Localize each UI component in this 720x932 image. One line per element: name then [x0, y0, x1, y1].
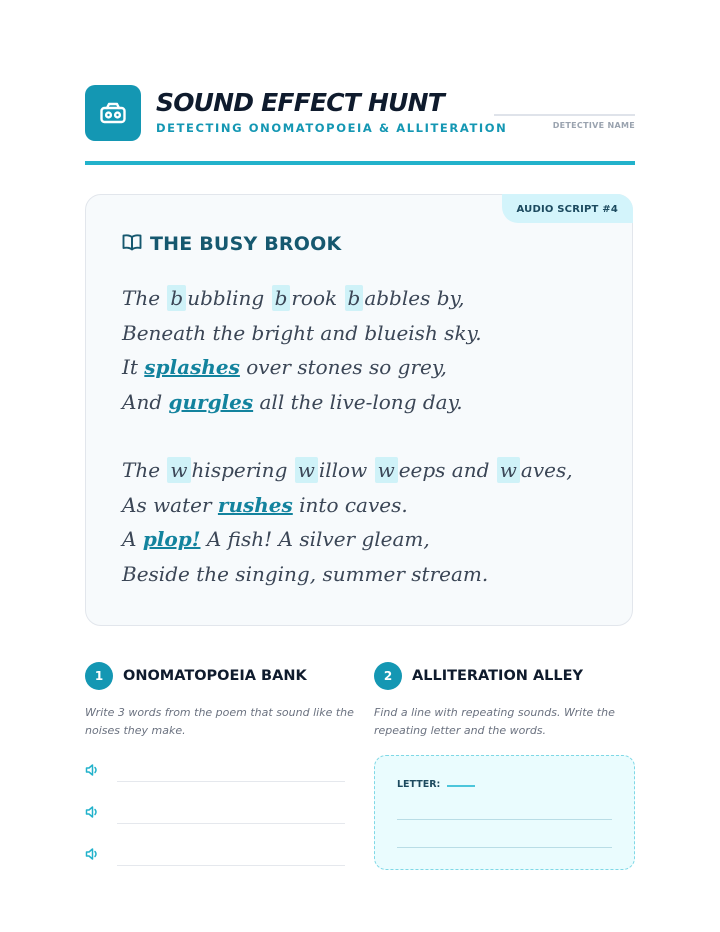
detective-name-field[interactable]	[494, 114, 635, 116]
book-icon	[122, 233, 142, 255]
onomatopoeia-answer-line[interactable]	[85, 846, 345, 866]
poem-line: It splashes over stones so grey,	[122, 355, 447, 379]
onomatopoeia-answer-line[interactable]	[85, 762, 345, 782]
audio-script-badge: AUDIO SCRIPT #4	[502, 194, 634, 223]
poem-line: Beneath the bright and blueish sky.	[122, 320, 482, 345]
poem-text	[122, 281, 573, 591]
alliteration-highlight: b	[345, 285, 364, 311]
alliteration-highlight: b	[272, 285, 291, 311]
alliteration-highlight: w	[497, 457, 520, 483]
onomatopoeia-word: plop!	[142, 527, 201, 551]
poem-heading	[122, 233, 341, 255]
poem-line: As water rushes into caves.	[122, 492, 408, 517]
letter-answer-field[interactable]	[447, 785, 475, 787]
onomatopoeia-word: splashes	[144, 355, 240, 379]
alliteration-answer-line[interactable]	[397, 847, 612, 848]
poem-card	[85, 194, 633, 626]
alliteration-highlight: b	[167, 285, 186, 311]
page-subtitle: DETECTING ONOMATOPOEIA & ALLITERATION	[156, 121, 508, 135]
alliteration-answer-box	[374, 755, 635, 870]
speaker-icon	[85, 846, 99, 865]
stanza-break	[122, 419, 573, 453]
onomatopoeia-bank-heading	[85, 662, 307, 690]
radio-icon	[85, 85, 141, 141]
alliteration-alley-heading	[374, 662, 583, 690]
poem-line: A plop! A fish! A silver gleam,	[122, 527, 430, 551]
section-number-badge: 1	[85, 662, 113, 690]
poem-line: The w hispering w illow w eeps and w aves,	[122, 458, 573, 482]
detective-name-label: DETECTIVE NAME	[552, 121, 635, 130]
letter-label: LETTER:	[397, 779, 441, 790]
poem-line: And gurgles all the live-long day.	[122, 389, 463, 414]
section-title: ONOMATOPOEIA BANK	[123, 668, 307, 684]
section-number-badge: 2	[374, 662, 402, 690]
alliteration-highlight: w	[295, 457, 318, 483]
onomatopoeia-answer-line[interactable]	[85, 804, 345, 824]
poem-line: Beside the singing, summer stream.	[122, 561, 489, 586]
onomatopoeia-word: rushes	[217, 492, 293, 517]
onomatopoeia-instructions: Write 3 words from the poem that sound like the noises they make.	[85, 706, 354, 737]
onomatopoeia-word: gurgles	[168, 389, 254, 414]
section-title: ALLITERATION ALLEY	[412, 668, 584, 684]
alliteration-highlight: w	[167, 457, 190, 483]
page-title: SOUND EFFECT HUNT	[156, 88, 444, 117]
poem-line: The b ubbling b rook b abbles by,	[122, 286, 465, 310]
poem-title: THE BUSY BROOK	[150, 233, 342, 255]
speaker-icon	[85, 804, 99, 823]
alliteration-instructions: Find a line with repeating sounds. Write the repeating letter and the words.	[374, 706, 615, 737]
alliteration-answer-line[interactable]	[397, 819, 612, 820]
speaker-icon	[85, 762, 99, 781]
header-divider	[85, 161, 635, 165]
alliteration-highlight: w	[375, 457, 398, 483]
